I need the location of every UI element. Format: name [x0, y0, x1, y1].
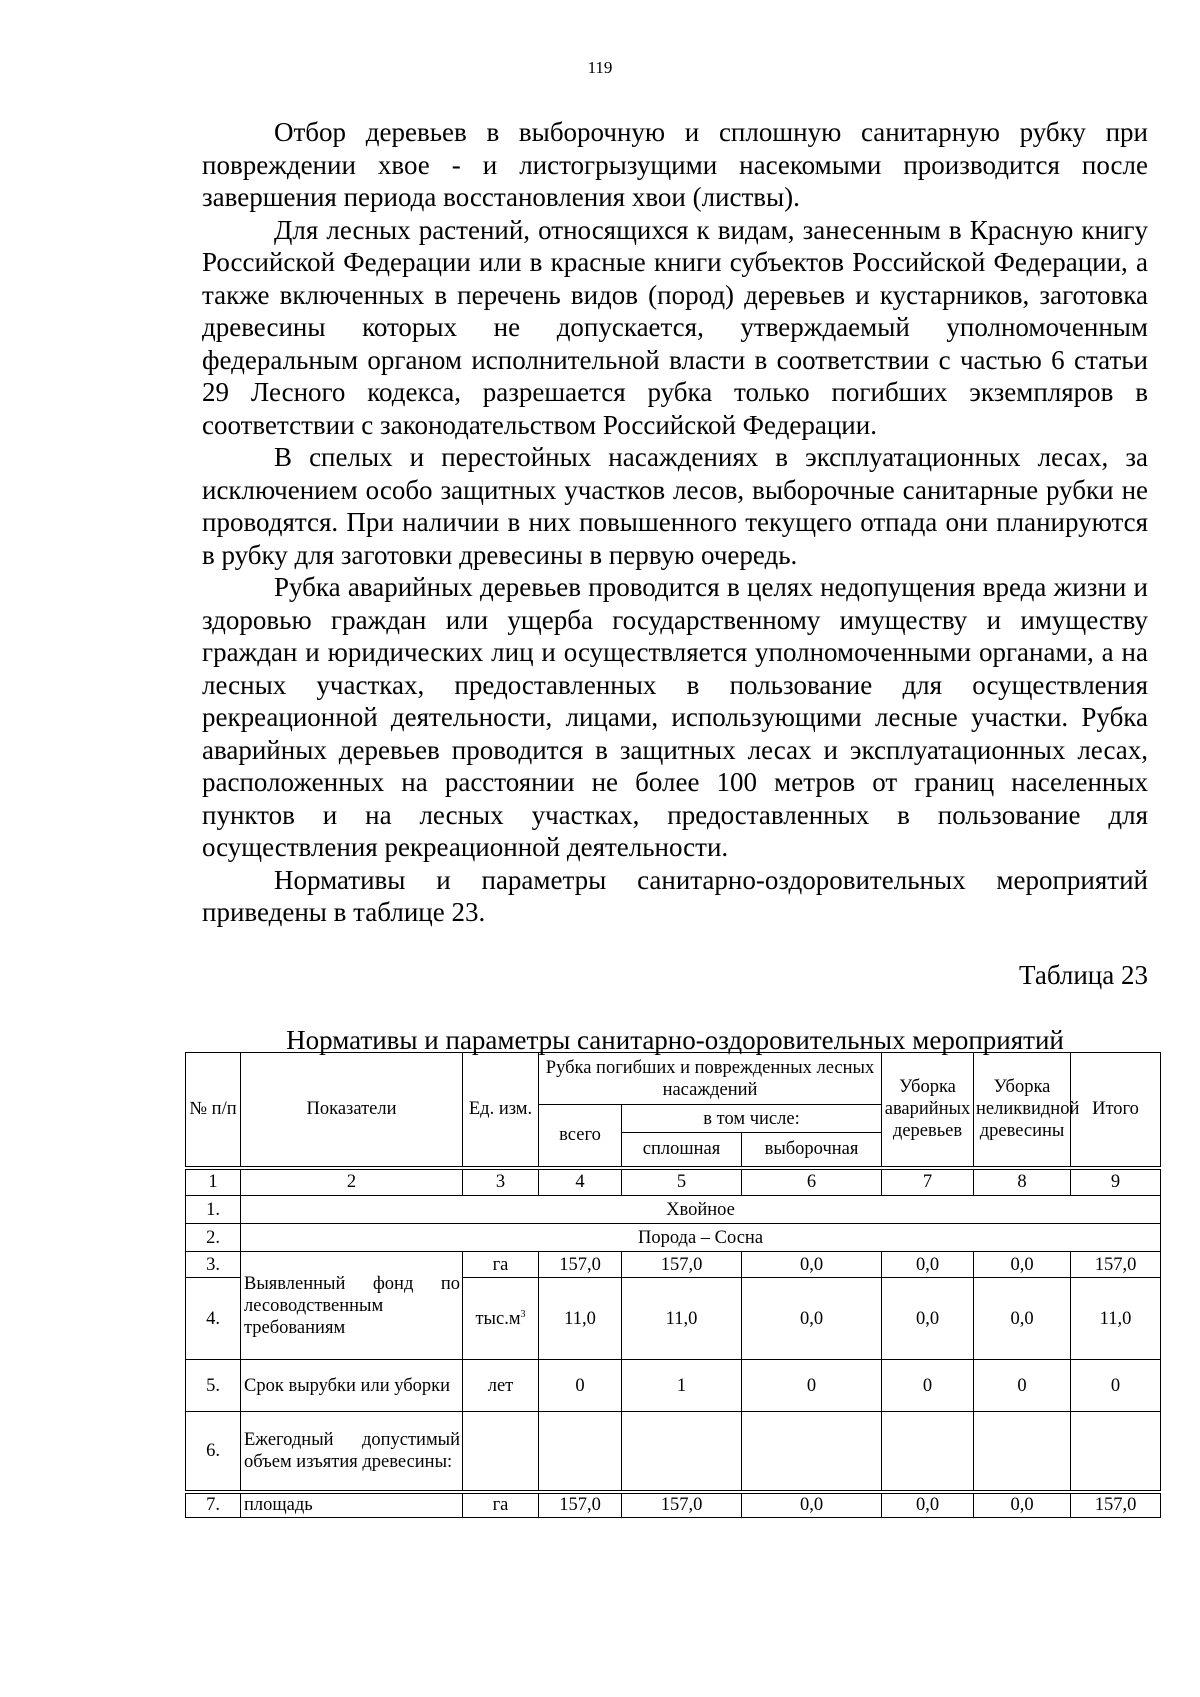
row-num: 1. — [186, 1196, 241, 1224]
indicator-term: Срок вырубки или уборки — [241, 1360, 463, 1412]
header-felling: Рубка погибших и поврежденных лесных насаждений — [539, 1053, 882, 1105]
header-including: в том числе: — [622, 1105, 882, 1133]
row-num: 6. — [186, 1412, 241, 1492]
empty-cell — [463, 1412, 539, 1492]
header-indicators: Показатели — [241, 1053, 463, 1168]
value-cell: 0,0 — [882, 1278, 974, 1360]
group-label: Порода – Сосна — [241, 1224, 1161, 1252]
indicator-fund: Выявленный фонд по лесоводственным требованиям — [241, 1252, 463, 1360]
unit-cell — [463, 1278, 539, 1360]
paragraph: Для лесных растений, относящихся к видам, занесенным в Красную книгу Российской Федерации или в красные книги субъектов Российской Федерации, а также включенных в перечень видов (пород) деревьев и кустарников, заготовка древесины которых не допускается, утверждаемый уполномоченным федеральным органом исполнительной власти в соответствии с частью 6 статьи 29 Лесного кодекса, разрешается рубка только погибших экземпляров в соответствии с законодательством Российской Федерации. — [202, 214, 1148, 440]
value-cell: 157,0 — [622, 1492, 742, 1518]
value-cell: 0 — [742, 1360, 882, 1412]
column-number: 2 — [241, 1168, 463, 1196]
header-sum: Итого — [1071, 1053, 1161, 1168]
paragraph: В спелых и перестойных насаждениях в эксплуатационных лесах, за исключением особо защитных участков лесов, выборочные санитарные рубки не проводятся. При наличии в них повышенного текущего отпада они планируются в рубку для заготовки древесины в первую очередь. — [202, 442, 1148, 570]
value-cell: 0,0 — [882, 1492, 974, 1518]
value-cell: 0 — [1071, 1360, 1161, 1412]
row-num: 2. — [186, 1224, 241, 1252]
row-num: 4. — [186, 1278, 241, 1360]
value-cell: 0,0 — [882, 1252, 974, 1278]
empty-cell — [1071, 1412, 1161, 1492]
empty-cell — [622, 1412, 742, 1492]
row-num: 3. — [186, 1252, 241, 1278]
header-emergency: Уборка аварийных деревьев — [882, 1053, 974, 1168]
group-label: Хвойное — [241, 1196, 1161, 1224]
table-label: Таблица 23 — [1019, 960, 1148, 990]
indicator-area: площадь — [241, 1492, 463, 1518]
value-cell: 11,0 — [539, 1278, 622, 1360]
unit-sup: 3 — [520, 1308, 526, 1320]
value-cell: 0,0 — [742, 1278, 882, 1360]
value-cell: 11,0 — [622, 1278, 742, 1360]
value-cell: 0,0 — [974, 1252, 1071, 1278]
column-number: 5 — [622, 1168, 742, 1196]
value-cell: 11,0 — [1071, 1278, 1161, 1360]
column-number: 7 — [882, 1168, 974, 1196]
row-num: 7. — [186, 1492, 241, 1518]
table-title: Нормативы и параметры санитарно-оздоровительных мероприятий — [286, 1025, 1064, 1055]
unit-cell: га — [463, 1252, 539, 1278]
value-cell: 157,0 — [1071, 1252, 1161, 1278]
value-cell: 0,0 — [742, 1252, 882, 1278]
column-number: 6 — [742, 1168, 882, 1196]
empty-cell — [539, 1412, 622, 1492]
column-number: 9 — [1071, 1168, 1161, 1196]
value-cell: 0 — [882, 1360, 974, 1412]
header-illiquid: Уборка неликвидной древесины — [974, 1053, 1071, 1168]
indicator-annual: Ежегодный допустимый объем изъятия древесины: — [241, 1412, 463, 1492]
unit-base: тыс.м — [475, 1308, 521, 1329]
paragraph: Нормативы и параметры санитарно-оздоровительных мероприятий приведены в таблице 23. — [202, 864, 1148, 927]
column-number: 3 — [463, 1168, 539, 1196]
header-num: № п/п — [186, 1053, 241, 1168]
paragraph: Рубка аварийных деревьев проводится в целях недопущения вреда жизни и здоровью граждан или ущерба государственному имуществу и имуществу граждан и юридических лиц и осуществляется уполномоченными органами, а на лесных участках, предоставленных в пользование для осуществления рекреационной деятельности, лицами, использующими лесные участки. Рубка аварийных деревьев проводится в защитных лесах и эксплуатационных лесах, расположенных на расстоянии не более 100 метров от границ населенных пунктов и на лесных участках, предоставленных в пользование для осуществления рекреационной деятельности. — [202, 572, 1148, 862]
page-number: 119 — [587, 58, 613, 77]
empty-cell — [974, 1412, 1071, 1492]
value-cell: 157,0 — [1071, 1492, 1161, 1518]
norms-table — [185, 1052, 1161, 1518]
empty-cell — [882, 1412, 974, 1492]
row-num: 5. — [186, 1360, 241, 1412]
value-cell: 0,0 — [974, 1492, 1071, 1518]
empty-cell — [742, 1412, 882, 1492]
header-selective: выборочная — [742, 1133, 882, 1168]
header-unit: Ед. изм. — [463, 1053, 539, 1168]
paragraph: Отбор деревьев в выборочную и сплошную санитарную рубку при повреждении хвое - и листогрызущими насекомыми производится после завершения периода восстановления хвои (листвы). — [202, 117, 1148, 212]
value-cell: 157,0 — [539, 1252, 622, 1278]
column-number: 8 — [974, 1168, 1071, 1196]
value-cell: 0,0 — [974, 1278, 1071, 1360]
header-total-all: всего — [539, 1105, 622, 1168]
column-number: 1 — [186, 1168, 241, 1196]
unit-cell: лет — [463, 1360, 539, 1412]
value-cell: 1 — [622, 1360, 742, 1412]
header-clear: сплошная — [622, 1133, 742, 1168]
value-cell: 157,0 — [539, 1492, 622, 1518]
body-text — [202, 116, 1148, 929]
unit-cell: га — [463, 1492, 539, 1518]
value-cell: 0 — [539, 1360, 622, 1412]
column-number: 4 — [539, 1168, 622, 1196]
value-cell: 0 — [974, 1360, 1071, 1412]
value-cell: 157,0 — [622, 1252, 742, 1278]
value-cell: 0,0 — [742, 1492, 882, 1518]
